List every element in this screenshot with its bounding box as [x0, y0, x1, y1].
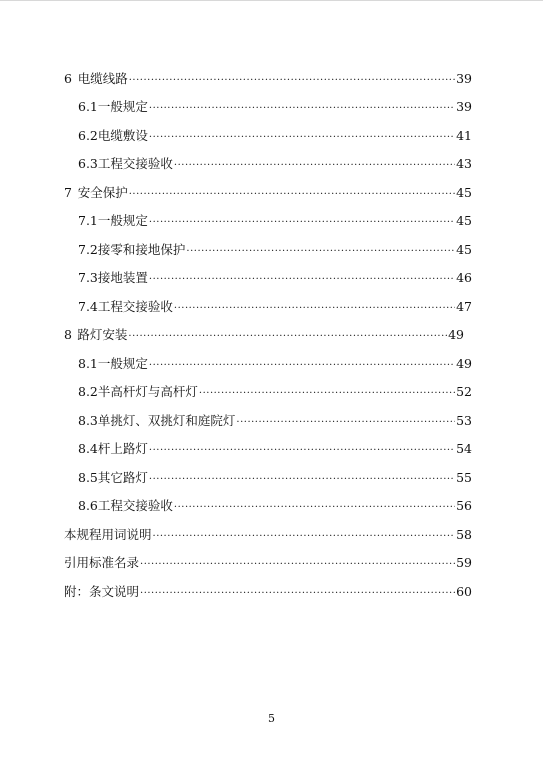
page-number: 5 [268, 712, 275, 725]
toc-number: 7.3 [78, 270, 98, 285]
toc-entry[interactable] [78, 240, 472, 260]
toc-leader [149, 470, 455, 488]
toc-number: 8.4 [78, 441, 98, 456]
toc-entry[interactable] [64, 553, 472, 573]
toc-number: 7.1 [78, 213, 98, 228]
toc-page: 59 [456, 555, 472, 570]
toc-entry[interactable] [78, 97, 472, 117]
toc-title: 电缆线路 [77, 71, 128, 86]
toc-entry[interactable] [78, 354, 472, 374]
toc-title: 杆上路灯 [97, 441, 148, 456]
toc-entry[interactable] [64, 183, 472, 203]
toc-page: 56 [456, 498, 472, 513]
toc-title: 工程交接验收 [97, 498, 173, 513]
toc-title: 工程交接验收 [97, 299, 173, 314]
toc-entry[interactable] [78, 268, 472, 288]
toc-leader [149, 356, 455, 374]
toc-title: 一般规定 [97, 213, 148, 228]
toc-title: 一般规定 [97, 99, 148, 114]
toc-number: 6.2 [78, 128, 98, 143]
toc-number: 8.5 [78, 470, 98, 485]
toc-leader [236, 413, 455, 431]
toc-page: 39 [456, 71, 472, 86]
toc-leader [140, 584, 455, 602]
toc-entry[interactable] [78, 211, 472, 231]
toc-number: 8 [64, 327, 72, 342]
toc-page: 45 [456, 185, 472, 200]
toc-title: 其它路灯 [97, 470, 148, 485]
toc-page: 49 [448, 327, 464, 342]
toc-page: 43 [456, 156, 472, 171]
toc-entry[interactable] [78, 297, 472, 317]
toc-leader [129, 185, 455, 203]
toc-entry[interactable] [64, 582, 472, 602]
toc-entry[interactable] [78, 468, 472, 488]
toc-title: 路灯安装 [77, 327, 128, 342]
toc-number: 8.2 [78, 384, 98, 399]
toc-title: 单挑灯、双挑灯和庭院灯 [97, 413, 236, 428]
toc-number: 7.2 [78, 242, 98, 257]
toc-leader [149, 441, 455, 459]
toc-number: 8.6 [78, 498, 98, 513]
toc-title: 一般规定 [97, 356, 148, 371]
toc-number: 6.1 [78, 99, 98, 114]
toc-page: 58 [456, 527, 472, 542]
toc-number: 7.4 [78, 299, 98, 314]
top-border [0, 0, 543, 1]
toc-page: 49 [456, 356, 472, 371]
toc-leader [149, 128, 455, 146]
toc-leader [174, 498, 455, 516]
toc-page: 39 [456, 99, 472, 114]
toc-entry[interactable] [78, 154, 472, 174]
toc-leader [140, 555, 455, 573]
toc-title: 安全保护 [77, 185, 128, 200]
toc-leader [186, 242, 455, 260]
toc-entry[interactable] [78, 439, 472, 459]
toc-title: 接地装置 [97, 270, 148, 285]
toc-page: 60 [456, 584, 472, 599]
toc-leader [149, 213, 455, 231]
toc-title: 接零和接地保护 [97, 242, 186, 257]
toc-page: 52 [456, 384, 472, 399]
toc-page: 47 [456, 299, 472, 314]
toc-entry[interactable] [78, 496, 472, 516]
toc-page: 53 [456, 413, 472, 428]
toc-leader [199, 384, 455, 402]
toc-page: 45 [456, 242, 472, 257]
toc-page: 54 [456, 441, 472, 456]
toc-leader [174, 299, 455, 317]
toc-leader [128, 327, 447, 345]
toc-entry[interactable] [64, 325, 464, 345]
toc-page: 46 [456, 270, 472, 285]
toc-leader [174, 156, 455, 174]
toc-title: 电缆敷设 [97, 128, 148, 143]
toc-page: 55 [456, 470, 472, 485]
toc-leader [149, 99, 455, 117]
toc-number: 6 [64, 71, 72, 86]
toc-entry[interactable] [78, 411, 472, 431]
toc-leader [149, 270, 455, 288]
toc-number: 8.1 [78, 356, 98, 371]
toc-number: 8.3 [78, 413, 98, 428]
toc-number: 7 [64, 185, 72, 200]
toc-leader [129, 71, 455, 89]
toc-entry[interactable] [64, 525, 472, 545]
toc-title: 本规程用词说明 [64, 527, 152, 542]
toc-leader [153, 527, 456, 545]
toc-title: 引用标准名录 [64, 555, 140, 570]
toc-page: 41 [456, 128, 472, 143]
toc-title: 半高杆灯与高杆灯 [97, 384, 198, 399]
toc-entry[interactable] [78, 382, 472, 402]
toc-title: 工程交接验收 [97, 156, 173, 171]
toc-number: 6.3 [78, 156, 98, 171]
toc-entry[interactable] [64, 69, 472, 89]
toc-title: 附：条文说明 [64, 584, 140, 599]
toc-page: 45 [456, 213, 472, 228]
toc-entry[interactable] [78, 126, 472, 146]
